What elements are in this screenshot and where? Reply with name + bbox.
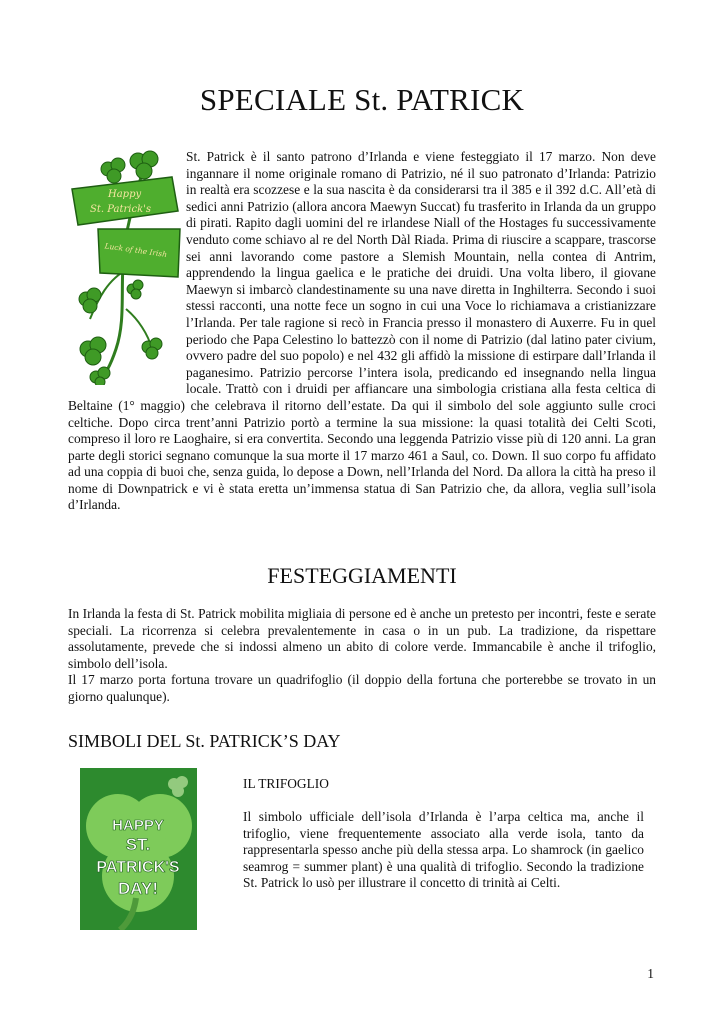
page-title: SPECIALE St. PATRICK [199, 82, 525, 117]
simboli-heading: SIMBOLI DEL St. PATRICK’S DAY [68, 731, 341, 751]
card-text-happy: HAPPY [112, 817, 164, 834]
card-text-st: ST. [125, 835, 151, 854]
festeggiamenti-paragraph-1: In Irlanda la festa di St. Patrick mobilita migliaia di persone ed è anche un pretesto per incontri, feste e serate speciali. La ricorrenza si celebra prevalentemente in casa o in un pub. La tradizione, da rispettare assolutamente, prevede che si indossi almeno un abito di colore verde. Immancabile è anche il trifoglio, simbolo dell’isola. [68, 606, 656, 671]
happy-st-patricks-card-image [80, 768, 197, 930]
page-number: 1 [647, 966, 654, 981]
banner-text-happy: Happy [108, 189, 142, 200]
banner-text-luck: Luck of the Irish [104, 241, 168, 260]
trifoglio-paragraph: Il simbolo ufficiale dell’isola d’Irlanda è l’arpa celtica ma, anche il trifoglio, viene frequentemente associato alla verde isola, tanto da rappresentarla spesso anche più della stessa arpa. Lo shamrock (in gaelico seamrog = summer plant) è una qualità di trifoglio. Secondo la tradizione St. Patrick lo usò per illustrare il concetto di trinità ai Celti. [243, 809, 644, 891]
trifoglio-section [243, 776, 644, 892]
intro-section [68, 149, 656, 514]
card-text-patricks: PATRICK'S [96, 859, 180, 876]
shamrock-banner-image [68, 149, 186, 385]
trifoglio-label: IL TRIFOGLIO [243, 776, 329, 791]
card-text-day: DAY! [118, 879, 158, 898]
festeggiamenti-section [68, 606, 656, 706]
banner-text-stpatricks: St. Patrick's [90, 204, 152, 215]
festeggiamenti-paragraph-2: Il 17 marzo porta fortuna trovare un quadrifoglio (il doppio della fortuna che porterebbe se trovato in un giorno qualunque). [68, 672, 656, 704]
festeggiamenti-heading: FESTEGGIAMENTI [267, 563, 457, 588]
intro-paragraph: St. Patrick è il santo patrono d’Irlanda e viene festeggiato il 17 marzo. Non deve ingannare il nome originale romano di Patrizio, né il suo patronato d’Irlanda: Patrizio in realtà era scozzese e la sua nascita è da considerarsi tra il 385 e il 392 d.C. All’età di sedici anni Patrizio (allora ancora Maewyn Succat) fu trasferito in Irlanda da un gruppo di pirati. Rapito dagli uomini del re irlandese Niall of the Hostages fu successivamente venduto come schiavo al re del North Dàl Riada. Prima di riuscire a scappare, trascorse sei anni lavorando come pastore a Slemish Mountain, nella contea di Antrim, apprendendo la lingua gaelica e le pratiche dei druidi. Una volta libero, il giovane Maewyn si imbarcò clandestinamente su una nave diretta in Inghilterra. Secondo i suoi stessi racconti, una notte fece un sogno in cui una Voce lo richiamava a cristianizzare l’Irlanda. Per tale ragione si recò in Francia presso il monastero di Auxerre. Fu in quel periodo che Papa Celestino lo battezzò con il nome di Patrizio (dal latino pater civium, ovvero padre del suo popolo) e nel 432 gli affidò la missione di estirpare dall’Irlanda il paganesimo. Patrizio percorse l’intera isola, predicando ed insegnando nella lingua locale. Trattò con i druidi per affiancare una simbologia cristiana alla festa celtica di Beltaine (1° maggio) che celebrava il ritorno dell’estate. Da qui il simbolo del sole aggiunto sulle croci celtiche. Dopo circa trent’anni Patrizio portò a termine la sua missione: la quasi totalità dei Celti Scoti, compreso il loro re Laoghaire, si era convertita. Secondo una leggenda Patrizio visse più di 120 anni. La gran parte degli storici segnano comunque la sua morte il 17 marzo 461 a Saul, co. Down. Il suo corpo fu affidato ad una coppia di buoi che, senza guida, lo depose a Down, nell’Irlanda del Nord. Da allora la città ha preso il nome di Downpatrick e vi è stata eretta un’immensa statua di San Patrizio che, da allora, veglia sull’isola d’Irlanda. [68, 149, 656, 513]
